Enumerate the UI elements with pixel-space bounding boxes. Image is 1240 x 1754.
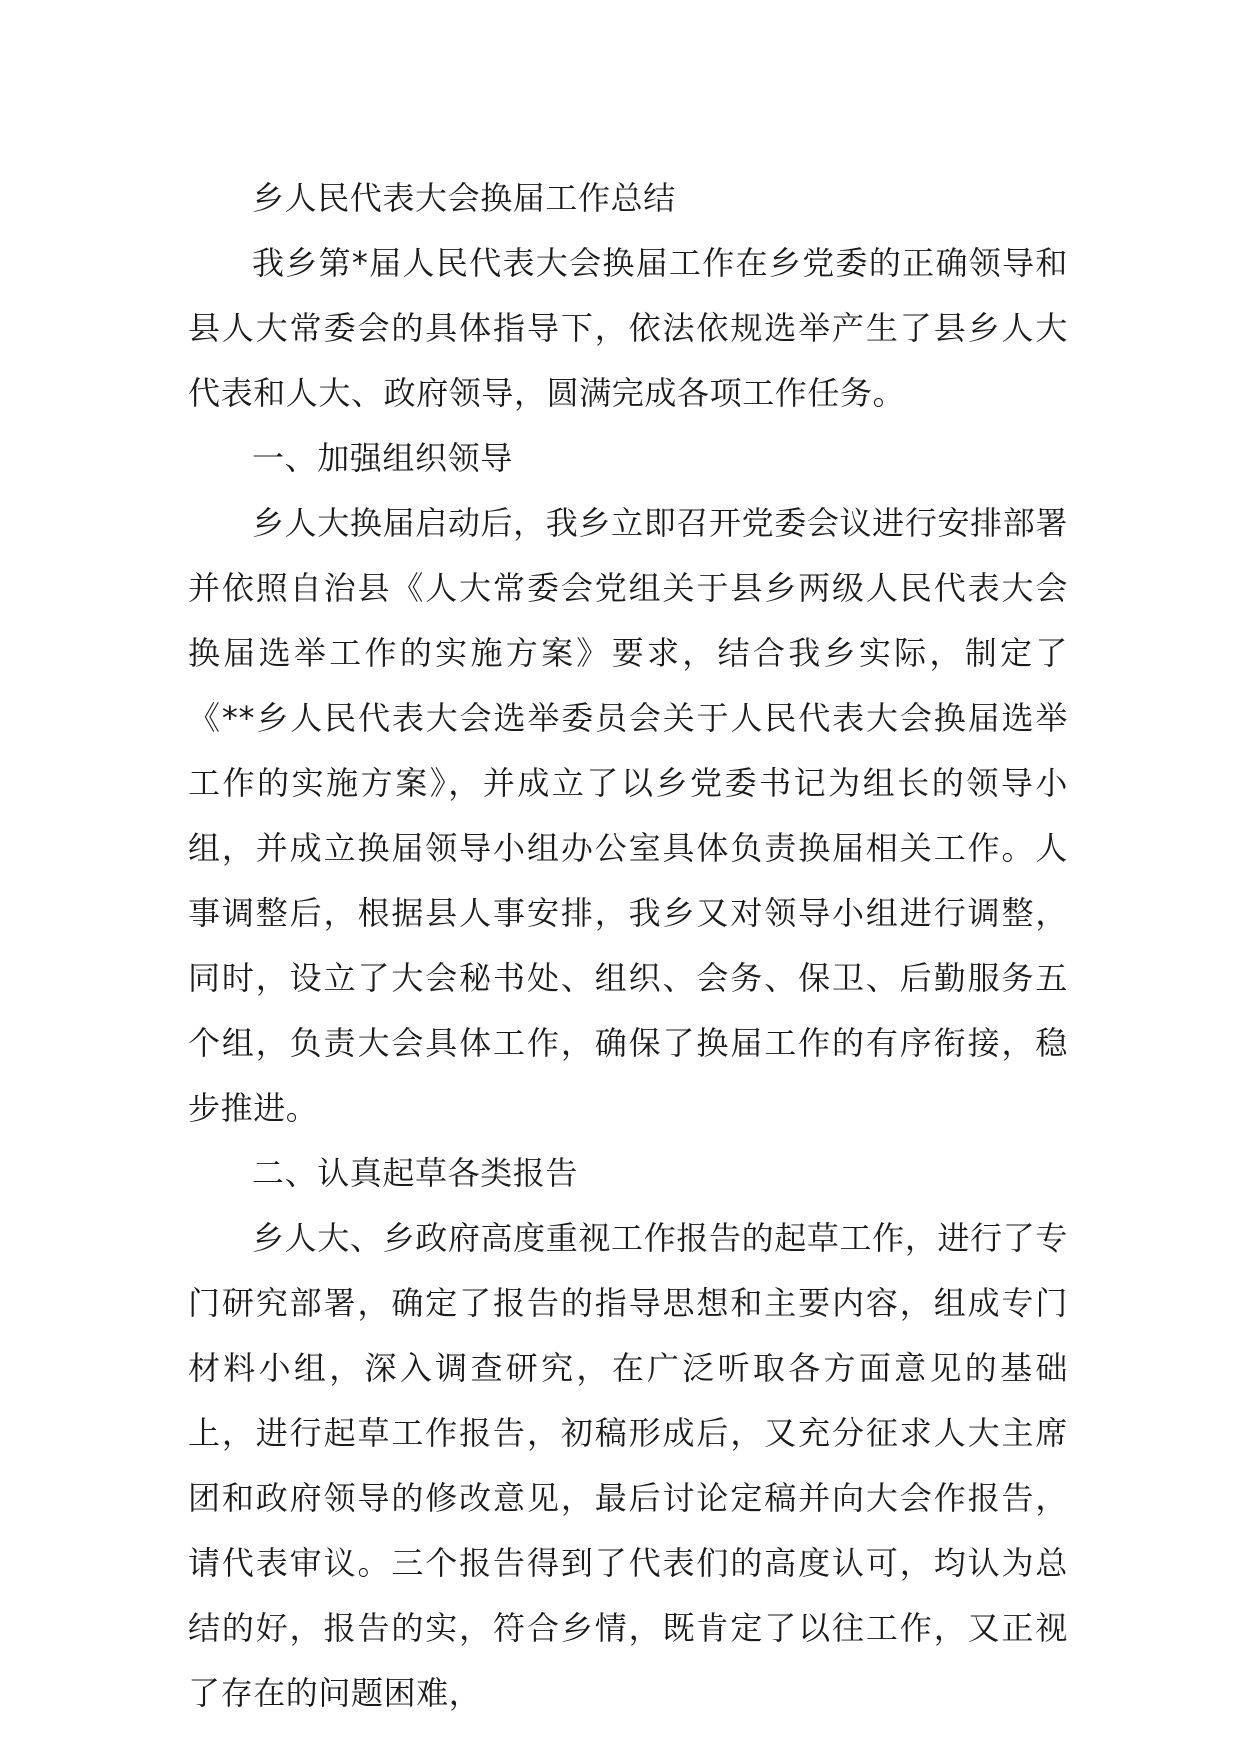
section-heading-2: 二、认真起草各类报告 <box>252 1154 579 1192</box>
paragraph-section-1: 乡人大换届启动后，我乡立即召开党委会议进行安排部署并依照自治县《人大常委会党组关于县乡两级人民代表大会换届选举工作的实施方案》要求，结合我乡实际，制定了《**乡人民代表大会选举委员会关于人民代表大会换届选举工作的实施方案》，并成立了以乡党委书记为组长的领导小组，并成立换届领导小组办公室具体负责换届相关工作。人事调整后，根据县人事安排，我乡又对领导小组进行调整，同时，设立了大会秘书处、组织、会务、保卫、后勤服务五个组，负责大会具体工作，确保了换届工作的有序衔接，稳步推进。 <box>188 504 1068 1127</box>
document-title: 乡人民代表大会换届工作总结 <box>252 179 676 217</box>
paragraph-section-2: 乡人大、乡政府高度重视工作报告的起草工作，进行了专门研究部署，确定了报告的指导思想和主要内容，组成专门材料小组，深入调查研究，在广泛听取各方面意见的基础上，进行起草工作报告，初稿形成后，又充分征求人大主席团和政府领导的修改意见，最后讨论定稿并向大会作报告，请代表审议。三个报告得到了代表们的高度认可，均认为总结的好，报告的实，符合乡情，既肯定了以往工作，又正视了存在的问题困难， <box>188 1219 1068 1712</box>
paragraph-intro: 我乡第*届人民代表大会换届工作在乡党委的正确领导和县人大常委会的具体指导下，依法依规选举产生了县乡人大代表和人大、政府领导，圆满完成各项工作任务。 <box>188 244 1068 412</box>
section-heading-1: 一、加强组织领导 <box>252 439 513 477</box>
document-body <box>188 166 1068 1726</box>
